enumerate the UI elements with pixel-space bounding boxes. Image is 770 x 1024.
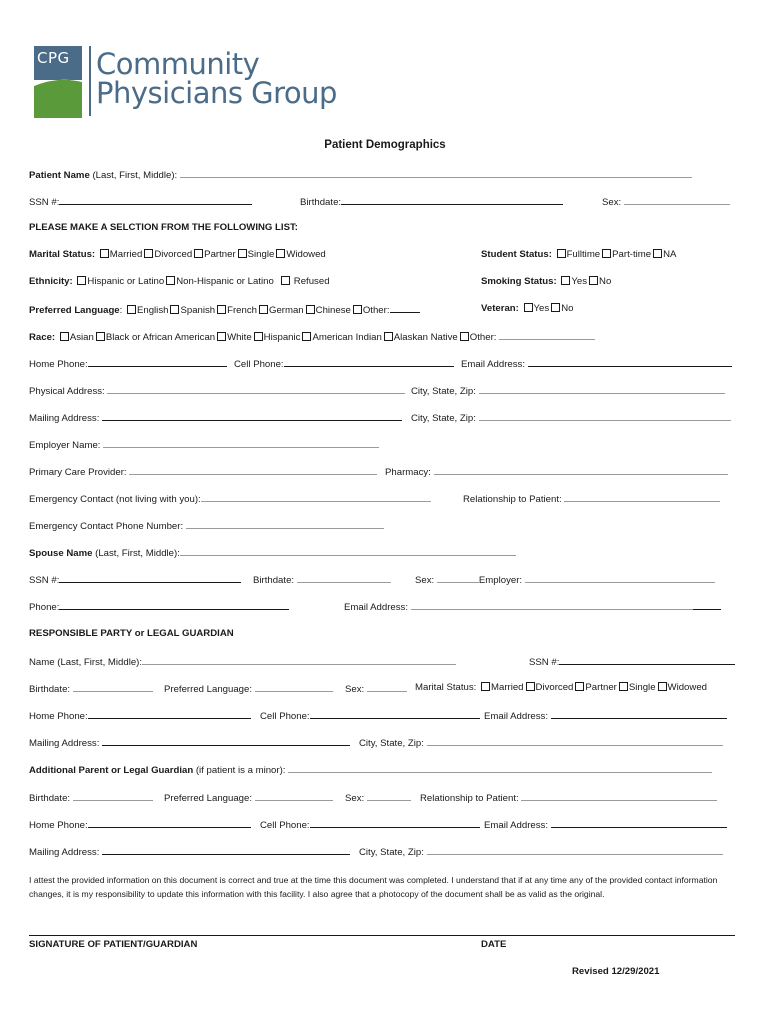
- option-label: Hispanic: [263, 332, 301, 343]
- option-label: Refused: [293, 276, 330, 287]
- responsible-sex-label: Sex:: [345, 684, 365, 695]
- ethnicity-label: Ethnicity:: [29, 276, 73, 287]
- option-label: Black or African American: [105, 332, 216, 343]
- checkbox[interactable]: [217, 332, 226, 341]
- checkbox[interactable]: [602, 249, 611, 258]
- checkbox[interactable]: [658, 682, 667, 691]
- option-label: Asian: [69, 332, 94, 343]
- option-label: Divorced: [535, 682, 574, 693]
- patient-id-row: [29, 195, 740, 209]
- additional-city-label: City, State, Zip:: [359, 847, 424, 858]
- additional-language-field[interactable]: [255, 791, 333, 801]
- option-label: White: [227, 332, 252, 343]
- checkbox[interactable]: [561, 276, 570, 285]
- option-label: Divorced: [154, 249, 193, 260]
- selection-heading: PLEASE MAKE A SELCTION FROM THE FOLLOWING LIST:: [29, 222, 298, 233]
- option-label: French: [227, 305, 257, 316]
- responsible-city-label: City, State, Zip:: [359, 738, 424, 749]
- responsible-birthdate-field[interactable]: [73, 682, 153, 692]
- spouse-email-field[interactable]: [411, 600, 693, 610]
- responsible-cell-phone-label: Cell Phone:: [260, 711, 310, 722]
- relationship-field[interactable]: [564, 492, 720, 502]
- responsible-address-label: Mailing Address:: [29, 738, 100, 749]
- additional-name-field[interactable]: [288, 763, 712, 773]
- spouse-sex-label: Sex:: [415, 575, 435, 586]
- line-tail: [693, 600, 721, 610]
- spouse-phone-label: Phone:: [29, 602, 60, 613]
- physical-address-label: Physical Address:: [29, 386, 105, 397]
- responsible-heading: RESPONSIBLE PARTY or LEGAL GUARDIAN: [29, 628, 234, 639]
- email-label: Email Address:: [461, 359, 525, 370]
- home-phone-field[interactable]: [88, 357, 227, 367]
- checkbox[interactable]: [575, 682, 584, 691]
- cell-phone-label: Cell Phone:: [234, 359, 284, 370]
- additional-email-field[interactable]: [551, 818, 727, 828]
- responsible-address-field[interactable]: [102, 736, 350, 746]
- cpg-logo: [34, 46, 82, 121]
- patient-name-row: [29, 168, 740, 182]
- option-label: Married: [109, 249, 143, 260]
- student-label: Student Status:: [481, 249, 552, 260]
- provider-row: [29, 465, 740, 479]
- logo-line-2: Physicians Group: [96, 76, 337, 110]
- employer-name-label: Employer Name:: [29, 440, 101, 451]
- checkbox[interactable]: [526, 682, 535, 691]
- pharmacy-field[interactable]: [434, 465, 728, 475]
- responsible-sex-field[interactable]: [367, 682, 407, 692]
- checkbox[interactable]: [254, 332, 263, 341]
- additional-email-label: Email Address:: [484, 820, 548, 831]
- ssn-label: SSN #:: [29, 197, 60, 208]
- patient-name-field[interactable]: [180, 168, 692, 178]
- attestation-text: I attest the provided information on this document is correct and true at the time this document was completed. I understand that if at any time any of the provided contact information changes, it is my responsibility to update this information with this facility. I also agree that a photocopy of the document shall be as valid as the original.: [29, 875, 718, 899]
- email-field[interactable]: [528, 357, 732, 367]
- additional-home-phone-field[interactable]: [88, 818, 251, 828]
- checkbox[interactable]: [551, 303, 560, 312]
- checkbox[interactable]: [238, 249, 247, 258]
- option-label: Single: [247, 249, 275, 260]
- checkbox[interactable]: [276, 249, 285, 258]
- race-row: [29, 330, 740, 344]
- additional-address-label: Mailing Address:: [29, 847, 100, 858]
- spouse-employer-label: Employer:: [478, 575, 523, 586]
- signature-row: [29, 939, 740, 953]
- checkbox[interactable]: [460, 332, 469, 341]
- additional-cell-phone-label: Cell Phone:: [260, 820, 310, 831]
- additional-language-label: Preferred Language:: [164, 793, 253, 804]
- spouse-ssn-field[interactable]: [59, 573, 241, 583]
- option-label: Other:: [469, 332, 497, 343]
- sex-field[interactable]: [624, 195, 730, 205]
- employer-row: [29, 438, 740, 452]
- logo-divider: [89, 46, 91, 116]
- emergency-contact-field[interactable]: [201, 492, 431, 502]
- additional-birthdate-field[interactable]: [73, 791, 153, 801]
- spouse-email-label: Email Address:: [344, 602, 408, 613]
- date-label: DATE: [481, 939, 507, 950]
- option-label: Other:: [362, 305, 390, 316]
- option-label: Part-time: [612, 249, 652, 260]
- marital-row: [29, 249, 740, 263]
- race-other-field[interactable]: [499, 330, 595, 340]
- checkbox[interactable]: [302, 332, 311, 341]
- additional-sex-field[interactable]: [367, 791, 411, 801]
- spouse-sex-field[interactable]: [437, 573, 479, 583]
- option-label: Single: [628, 682, 656, 693]
- option-label: Fulltime: [566, 249, 601, 260]
- option-label: Non-Hispanic or Latino: [176, 276, 274, 287]
- physical-address-field[interactable]: [107, 384, 405, 394]
- option-label: Chinese: [315, 305, 351, 316]
- ssn-field[interactable]: [59, 195, 252, 205]
- spouse-name-field[interactable]: [180, 546, 516, 556]
- checkbox[interactable]: [353, 305, 362, 314]
- additional-relationship-label: Relationship to Patient:: [420, 793, 519, 804]
- checkbox[interactable]: [77, 276, 86, 285]
- responsible-city-field[interactable]: [427, 736, 723, 746]
- revised-row: [29, 966, 740, 980]
- patient-name-label: Patient Name: [29, 170, 90, 181]
- page-title: Patient Demographics: [324, 139, 446, 151]
- spouse-contact-row: [29, 600, 740, 614]
- responsible-language-label: Preferred Language:: [164, 684, 253, 695]
- responsible-language-field[interactable]: [255, 682, 333, 692]
- relationship-label: Relationship to Patient:: [463, 494, 562, 505]
- option-label: No: [561, 303, 574, 314]
- city-state-zip-field[interactable]: [479, 411, 731, 421]
- spouse-ssn-label: SSN #:: [29, 575, 60, 586]
- spouse-id-row: [29, 573, 740, 587]
- responsible-home-phone-label: Home Phone:: [29, 711, 88, 722]
- responsible-name-label: Name (Last, First, Middle):: [29, 657, 143, 668]
- mailing-address-row: [29, 411, 740, 425]
- responsible-ssn-label: SSN #:: [529, 657, 560, 668]
- emergency-row: [29, 492, 740, 506]
- smoking-label: Smoking Status:: [481, 276, 557, 287]
- spouse-name-label: Spouse Name: [29, 548, 93, 559]
- signature-label: SIGNATURE OF PATIENT/GUARDIAN: [29, 939, 198, 950]
- checkbox[interactable]: [524, 303, 533, 312]
- ethnicity-row: [29, 276, 740, 290]
- option-label: Married: [491, 682, 524, 693]
- mailing-address-field[interactable]: [102, 411, 402, 421]
- cell-phone-field[interactable]: [284, 357, 454, 367]
- additional-relationship-field[interactable]: [521, 791, 717, 801]
- checkbox[interactable]: [217, 305, 226, 314]
- checkbox[interactable]: [60, 332, 69, 341]
- checkbox[interactable]: [481, 682, 490, 691]
- option-label: Hispanic or Latino: [87, 276, 165, 287]
- city-state-zip-label: City, State, Zip:: [411, 386, 476, 397]
- city-state-zip-label: City, State, Zip:: [411, 413, 476, 424]
- birthdate-field[interactable]: [341, 195, 563, 205]
- race-label: Race:: [29, 332, 56, 343]
- phone-row: [29, 357, 740, 371]
- checkbox[interactable]: [306, 305, 315, 314]
- checkbox[interactable]: [259, 305, 268, 314]
- language-row: Preferred Language: English Spanish French German Chinese Other: Veteran: Yes No: [29, 303, 574, 316]
- responsible-marital-label: Marital Status:: [415, 682, 477, 693]
- option-label: Spanish: [180, 305, 216, 316]
- physical-address-row: [29, 384, 740, 398]
- option-label: Yes: [571, 276, 588, 287]
- spouse-name-row: [29, 546, 740, 560]
- responsible-details-row: [29, 682, 740, 696]
- emergency-phone-row: [29, 519, 740, 533]
- checkbox[interactable]: [194, 249, 203, 258]
- checkbox[interactable]: [589, 276, 598, 285]
- additional-sex-label: Sex:: [345, 793, 365, 804]
- revised-date: Revised 12/29/2021: [572, 966, 660, 977]
- checkbox[interactable]: [144, 249, 153, 258]
- checkbox[interactable]: [653, 249, 662, 258]
- checkbox[interactable]: [170, 305, 179, 314]
- additional-address-row: [29, 845, 740, 859]
- responsible-home-phone-field[interactable]: [88, 709, 251, 719]
- responsible-cell-phone-field[interactable]: [310, 709, 480, 719]
- spouse-phone-field[interactable]: [59, 600, 289, 610]
- pcp-field[interactable]: [129, 465, 377, 475]
- responsible-name-field[interactable]: [142, 655, 456, 665]
- pcp-label: Primary Care Provider:: [29, 467, 127, 478]
- home-phone-label: Home Phone:: [29, 359, 88, 370]
- option-label: American Indian: [312, 332, 382, 343]
- responsible-email-label: Email Address:: [484, 711, 548, 722]
- pharmacy-label: Pharmacy:: [385, 467, 431, 478]
- city-state-zip-field[interactable]: [479, 384, 725, 394]
- patient-name-label-rest: (Last, First, Middle):: [89, 170, 178, 181]
- language-other-field[interactable]: [390, 303, 420, 313]
- logo-wordmark: [96, 47, 337, 110]
- responsible-phone-row: [29, 709, 740, 723]
- responsible-ssn-field[interactable]: [559, 655, 735, 665]
- responsible-email-field[interactable]: [551, 709, 727, 719]
- option-label: Partner: [204, 249, 236, 260]
- option-label: Widowed: [667, 682, 707, 693]
- responsible-birthdate-label: Birthdate:: [29, 684, 71, 695]
- additional-city-field[interactable]: [427, 845, 723, 855]
- option-label: Yes: [533, 303, 550, 314]
- option-label: Alaskan Native: [393, 332, 458, 343]
- spouse-employer-field[interactable]: [525, 573, 715, 583]
- option-label: Partner: [585, 682, 617, 693]
- checkbox[interactable]: [281, 276, 290, 285]
- additional-birthdate-label: Birthdate:: [29, 793, 71, 804]
- checkbox[interactable]: [557, 249, 566, 258]
- veteran-label: Veteran:: [481, 303, 519, 314]
- additional-phone-row: [29, 818, 740, 832]
- checkbox[interactable]: [96, 332, 105, 341]
- logo-mark-text: CPG: [37, 49, 70, 67]
- logo-line-1: Community: [96, 47, 260, 81]
- additional-details-row: [29, 791, 740, 805]
- birthdate-label: Birthdate:: [300, 197, 342, 208]
- checkbox[interactable]: [100, 249, 109, 258]
- additional-cell-phone-field[interactable]: [310, 818, 480, 828]
- checkbox[interactable]: [127, 305, 136, 314]
- spouse-birthdate-label: Birthdate:: [253, 575, 295, 586]
- signature-line[interactable]: [29, 935, 735, 936]
- emergency-phone-label: Emergency Contact Phone Number:: [29, 521, 184, 532]
- spouse-birthdate-field[interactable]: [297, 573, 391, 583]
- spouse-name-label-rest: (Last, First, Middle):: [92, 548, 180, 559]
- checkbox[interactable]: [619, 682, 628, 691]
- additional-label: Additional Parent or Legal Guardian: [29, 765, 194, 776]
- language-label: Preferred Language: [29, 305, 120, 316]
- emergency-contact-label: Emergency Contact (not living with you):: [29, 494, 201, 505]
- checkbox[interactable]: [384, 332, 393, 341]
- mailing-address-label: Mailing Address:: [29, 413, 100, 424]
- additional-address-field[interactable]: [102, 845, 350, 855]
- employer-name-field[interactable]: [103, 438, 379, 448]
- additional-label-rest: (if patient is a minor):: [193, 765, 286, 776]
- responsible-address-row: [29, 736, 740, 750]
- additional-heading-row: [29, 763, 740, 777]
- option-label: German: [268, 305, 304, 316]
- responsible-name-row: [29, 655, 740, 669]
- option-label: Widowed: [286, 249, 326, 260]
- additional-home-phone-label: Home Phone:: [29, 820, 88, 831]
- checkbox[interactable]: [166, 276, 175, 285]
- option-label: No: [599, 276, 612, 287]
- option-label: English: [136, 305, 169, 316]
- option-label: NA: [663, 249, 677, 260]
- sex-label: Sex:: [602, 197, 622, 208]
- marital-label: Marital Status:: [29, 249, 96, 260]
- emergency-phone-field[interactable]: [186, 519, 384, 529]
